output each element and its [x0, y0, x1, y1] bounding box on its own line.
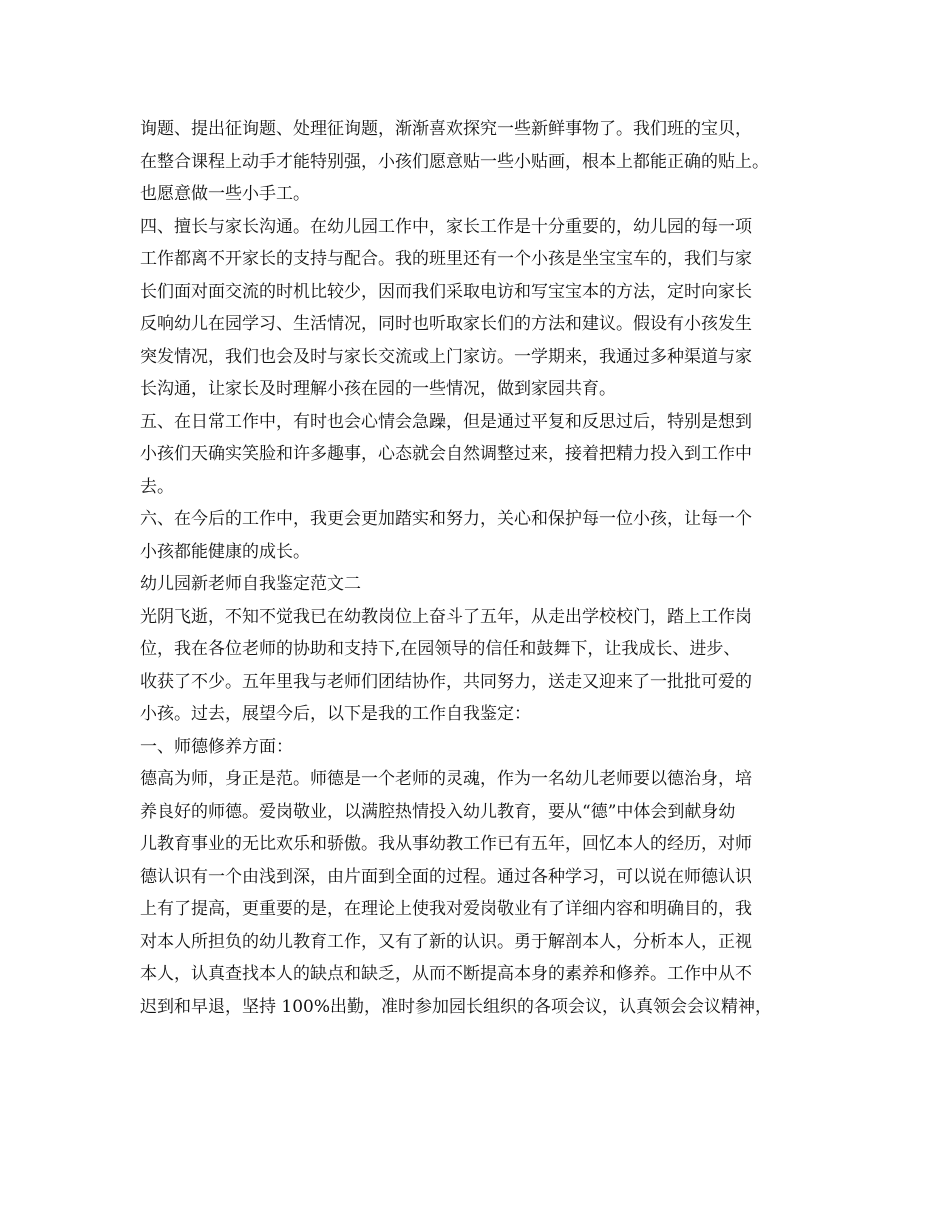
text-line: 六、在今后的工作中，我更会更加踏实和努力，关心和保护每一位小孩，让每一个 — [140, 509, 752, 529]
text-line: 儿教育事业的无比欢乐和骄傲。我从事幼教工作已有五年，回忆本人的经历，对师 — [140, 834, 752, 854]
text-line: 小孩们天确实笑脸和许多趣事，心态就会自然调整过来，接着把精力投入到工作中 — [140, 444, 752, 464]
text-line: 德高为师，身正是范。师德是一个老师的灵魂，作为一名幼儿老师要以德治身，培 — [140, 769, 752, 789]
body-text — [140, 113, 830, 1023]
text-line: 位，我在各位老师的协助和支持下,在园领导的信任和鼓舞下，让我成长、进步、 — [140, 639, 741, 659]
section-heading: 幼儿园新老师自我鉴定范文二 — [140, 574, 361, 594]
text-line: 收获了不少。五年里我与老师们团结协作，共同努力，送走又迎来了一批批可爱的 — [140, 671, 752, 692]
text-line: 工作都离不开家长的支持与配合。我的班里还有一个小孩是坐宝宝车的，我们与家 — [140, 249, 752, 269]
text-line: 本人，认真查找本人的缺点和缺乏，从而不断提高本身的素养和修养。工作中从不 — [140, 964, 752, 984]
text-line: 上有了提高，更重要的是，在理论上使我对爱岗敬业有了详细内容和明确目的，我 — [140, 899, 752, 919]
text-line: 光阴飞逝，不知不觉我已在幼教岗位上奋斗了五年，从走出学校校门，踏上工作岗 — [140, 606, 752, 627]
text-line: 小孩都能健康的成长。 — [140, 541, 310, 562]
text-line: 也愿意做一些小手工。 — [140, 184, 310, 204]
text-line: 突发情况，我们也会及时与家长交流或上门家访。一学期来，我通过多种渠道与家 — [140, 346, 752, 367]
text-line: 反响幼儿在园学习、生活情况，同时也听取家长们的方法和建议。假设有小孩发生 — [140, 314, 752, 334]
text-line: 迟到和早退，坚持 100%出勤，准时参加园长组织的各项会议，认真领会会议精神， — [140, 996, 773, 1017]
subsection-heading: 一、师德修养方面： — [140, 736, 293, 757]
text-line: 长们面对面交流的时机比较少，因而我们采取电访和写宝宝本的方法，定时向家长 — [140, 281, 752, 302]
text-line: 小孩。过去，展望今后，以下是我的工作自我鉴定： — [140, 704, 531, 724]
text-line: 对本人所担负的幼儿教育工作，又有了新的认识。勇于解剖本人，分析本人，正视 — [140, 931, 752, 952]
text-line: 四、擅长与家长沟通。在幼儿园工作中，家长工作是十分重要的，幼儿园的每一项 — [140, 216, 752, 237]
text-line: 询题、提出征询题、处理征询题，渐渐喜欢探究一些新鲜事物了。我们班的宝贝， — [140, 119, 752, 139]
text-line: 养良好的师德。爱岗敬业，以满腔热情投入幼儿教育，要从“德”中体会到献身幼 — [140, 801, 736, 822]
text-line: 在整合课程上动手才能特别强，小孩们愿意贴一些小贴画，根本上都能正确的贴上。 — [140, 151, 769, 172]
text-line: 长沟通，让家长及时理解小孩在园的一些情况，做到家园共育。 — [140, 379, 616, 399]
text-line: 德认识有一个由浅到深，由片面到全面的过程。通过各种学习，可以说在师德认识 — [140, 866, 752, 887]
text-line: 五、在日常工作中，有时也会心情会急躁，但是通过平复和反思过后，特别是想到 — [140, 411, 752, 432]
text-line: 去。 — [140, 476, 174, 497]
